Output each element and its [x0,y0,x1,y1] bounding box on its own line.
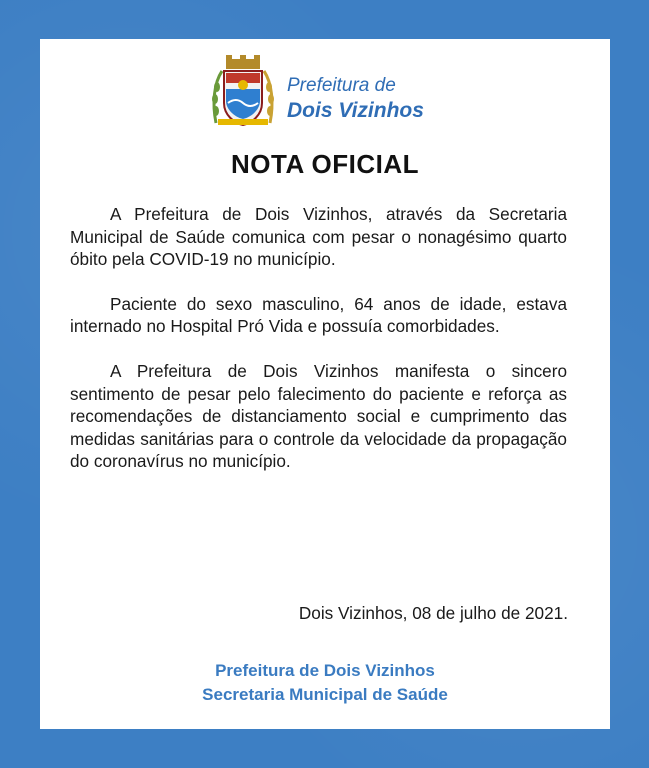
note-body [70,203,567,495]
paragraph-announcement: A Prefeitura de Dois Vizinhos, através da Secretaria Municipal de Saúde comunica com pesar o nonagésimo quarto óbito pela COVID-19 no município. [70,204,567,270]
paragraph-recommendations: A Prefeitura de Dois Vizinhos manifesta o sincero sentimento de pesar pelo falecimento do paciente e reforça as recomendações de distanciamento social e cumprimento das medidas sanitárias para o controle da velocidade da propagação do coronavírus no município. [70,360,567,472]
signature-city-hall: Prefeitura de Dois Vizinhos [215,661,435,680]
official-note-sheet [40,39,610,729]
paragraph-patient-info: Paciente do sexo masculino, 64 anos de idade, estava internado no Hospital Pró Vida e possuía comorbidades. [70,293,567,337]
logo-text-city-name: Dois Vizinhos [287,99,424,122]
signature-health-department: Secretaria Municipal de Saúde [202,685,448,704]
logo-text-prefeitura: Prefeitura de [287,75,396,96]
municipal-coat-of-arms-icon [210,53,276,129]
page-title: NOTA OFICIAL [231,149,419,179]
note-date: Dois Vizinhos, 08 de julho de 2021. [298,603,568,623]
city-hall-logo [210,53,450,129]
